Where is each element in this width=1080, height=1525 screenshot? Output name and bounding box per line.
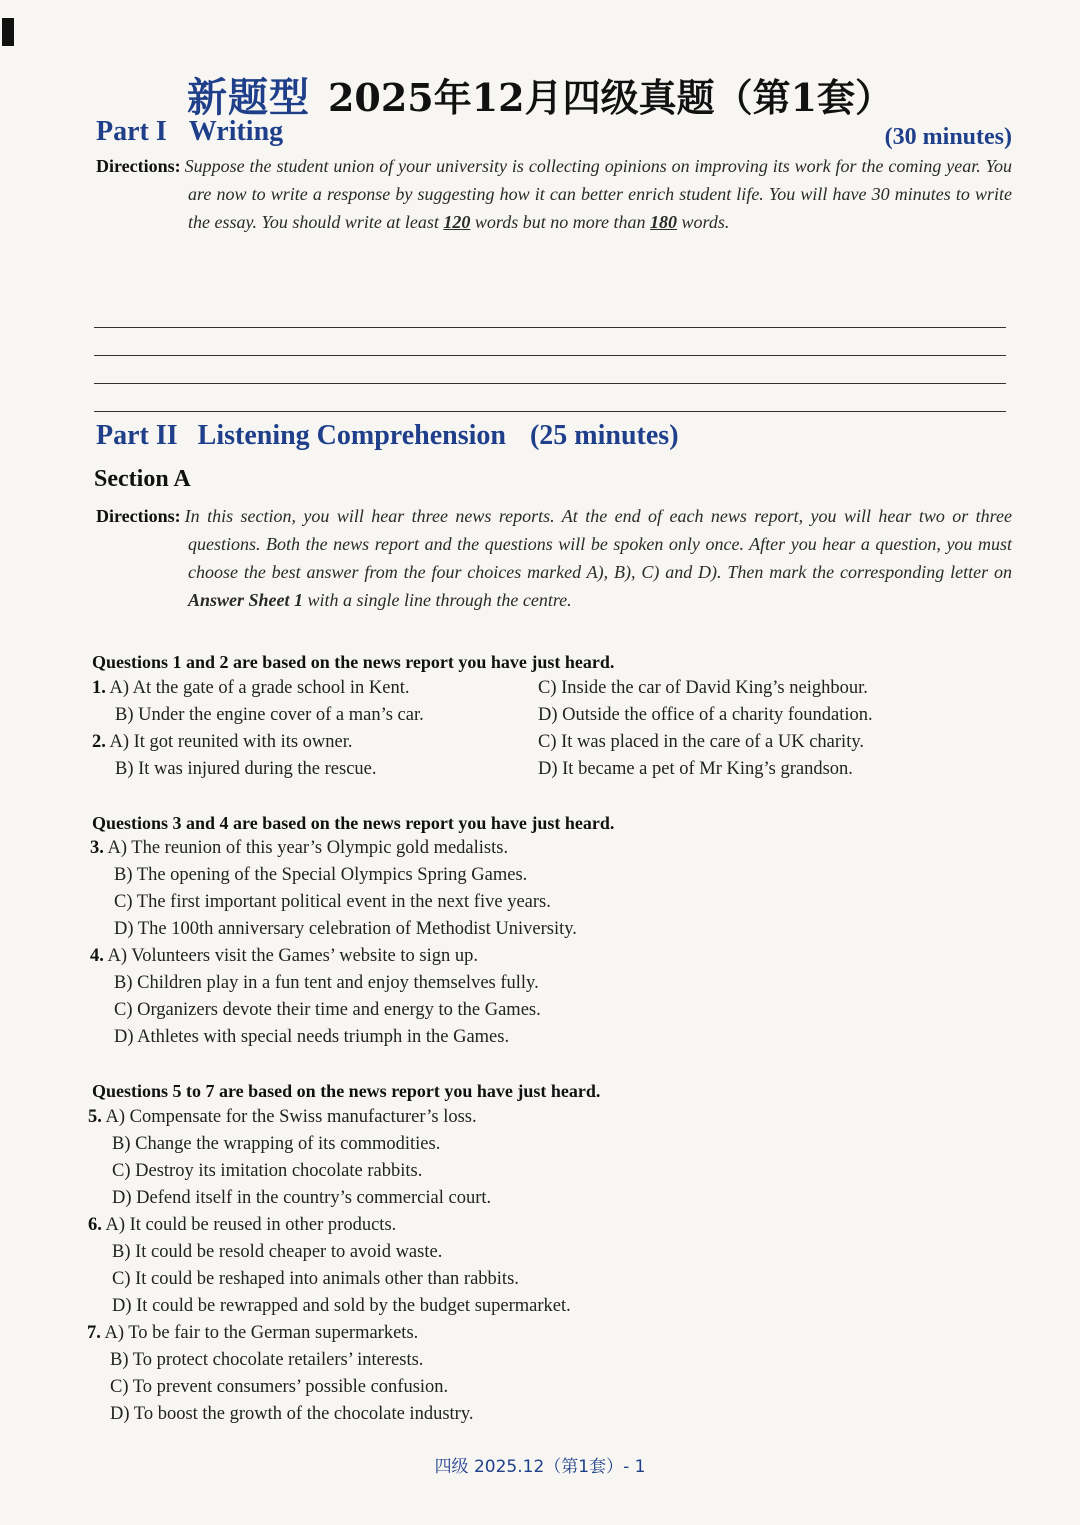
option-b[interactable]: B) Children play in a fun tent and enjoy themselves fully. [114,973,539,993]
option-b[interactable]: B) To protect chocolate retailers’ interests. [110,1350,424,1370]
question-number: 5. [88,1107,102,1127]
option-c[interactable]: C) It was placed in the care of a UK charity. [538,732,865,752]
option-a[interactable]: A) It got reunited with its owner. [109,732,353,752]
question-number: 7. [87,1323,101,1343]
option-b[interactable]: B) The opening of the Special Olympics Spring Games. [114,865,528,885]
question-4 [90,946,478,967]
question-number: 2. [92,732,106,752]
page-title [0,66,1080,123]
directions-label: Directions: [96,156,181,176]
question-number: 6. [88,1215,102,1235]
corner-mark [2,18,14,46]
answer-sheet-ref: Answer Sheet 1 [188,590,304,610]
writing-lines[interactable] [94,300,1006,412]
part2-directions: Directions: In this section, you will hear three news reports. At the end of each news report, you will hear two or three questions. Both the news report and the questions will be spoken only once. After you hear a question, you must choose the best answer from the four choices marked A), B), C) and D). Then mark the corresponding letter on Answer Sheet 1 with a single line through the centre. [96,506,1012,610]
part2-label: Part II [96,420,178,451]
question-1 [92,678,410,699]
directions-text: Suppose the student union of your university is collecting opinions on improving its work for the coming year. You are now to write a response by suggesting how it can better enrich student life. You will have 30 minutes to write the essay. You should write at least [184,156,1012,232]
option-a[interactable]: A) It could be reused in other products. [105,1215,397,1235]
section-title: Section A [94,466,191,492]
part2-heading [96,420,679,452]
writing-line[interactable] [94,384,1006,412]
option-b[interactable]: B) Change the wrapping of its commodities. [112,1134,441,1154]
option-c[interactable]: C) Inside the car of David King’s neighbour. [538,678,868,698]
directions-label: Directions: [96,506,181,526]
max-words: 180 [650,212,678,232]
option-d[interactable]: D) It became a pet of Mr King’s grandson. [538,759,853,779]
question-group-header: Questions 3 and 4 are based on the news report you have just heard. [92,813,615,833]
part2-time: (25 minutes) [529,420,679,451]
writing-line[interactable] [94,328,1006,356]
option-b[interactable]: B) It was injured during the rescue. [115,759,377,779]
option-d[interactable]: D) Outside the office of a charity foundation. [538,705,873,725]
question-number: 1. [92,678,106,698]
question-3 [90,838,508,859]
option-c[interactable]: C) Organizers devote their time and energy to the Games. [114,1000,541,1020]
part1-heading [96,116,283,148]
exam-title: 2025年12月四级真题（第1套） [327,75,894,120]
option-d[interactable]: D) The 100th anniversary celebration of Methodist University. [114,919,577,939]
option-c[interactable]: C) The first important political event in the next five years. [114,892,551,912]
option-a[interactable]: A) The reunion of this year’s Olympic gold medalists. [107,838,509,858]
new-format-tag: 新题型 [186,74,310,121]
option-c[interactable]: C) Destroy its imitation chocolate rabbits. [112,1161,423,1181]
option-a[interactable]: A) Volunteers visit the Games’ website to sign up. [107,946,478,966]
writing-line[interactable] [94,300,1006,328]
option-a[interactable]: A) At the gate of a grade school in Kent. [109,678,410,698]
min-words: 120 [443,212,471,232]
question-5 [88,1107,477,1128]
page-footer: 四级 2025.12（第1套）- 1 [434,1457,646,1477]
question-group-header: Questions 5 to 7 are based on the news report you have just heard. [92,1081,601,1101]
option-c[interactable]: C) To prevent consumers’ possible confusion. [110,1377,449,1397]
part1-directions: Directions: Suppose the student union of your university is collecting opinions on improving its work for the coming year. You are now to write a response by suggesting how it can better enrich student life. You will have 30 minutes to write the essay. You should write at least 120 words but no more than 180 words. [96,156,1012,232]
part1-time: (30 minutes) [884,124,1012,150]
part1-label: Part I [96,116,167,147]
directions-text: In this section, you will hear three news reports. At the end of each news report, you will hear two or three questions. Both the news report and the questions will be spoken only once. After you hear a question, you must choose the best answer from the four choices marked A), B), C) and D). Then mark the corresponding letter on [184,506,1012,582]
option-d[interactable]: D) To boost the growth of the chocolate industry. [110,1404,474,1424]
option-c[interactable]: C) It could be reshaped into animals other than rabbits. [112,1269,519,1289]
part2-title: Listening Comprehension [197,420,506,451]
option-d[interactable]: D) It could be rewrapped and sold by the budget supermarket. [112,1296,571,1316]
option-b[interactable]: B) It could be resold cheaper to avoid waste. [112,1242,443,1262]
writing-line[interactable] [94,356,1006,384]
part1-title: Writing [188,116,284,147]
option-d[interactable]: D) Defend itself in the country’s commercial court. [112,1188,492,1208]
question-group-header: Questions 1 and 2 are based on the news report you have just heard. [92,652,615,672]
question-number: 4. [90,946,104,966]
option-a[interactable]: A) Compensate for the Swiss manufacturer’s loss. [105,1107,477,1127]
option-a[interactable]: A) To be fair to the German supermarkets. [104,1323,419,1343]
question-number: 3. [90,838,104,858]
option-d[interactable]: D) Athletes with special needs triumph in the Games. [114,1027,510,1047]
question-6 [88,1215,396,1236]
option-b[interactable]: B) Under the engine cover of a man’s car. [115,705,424,725]
question-7 [87,1323,418,1344]
question-2 [92,732,353,753]
